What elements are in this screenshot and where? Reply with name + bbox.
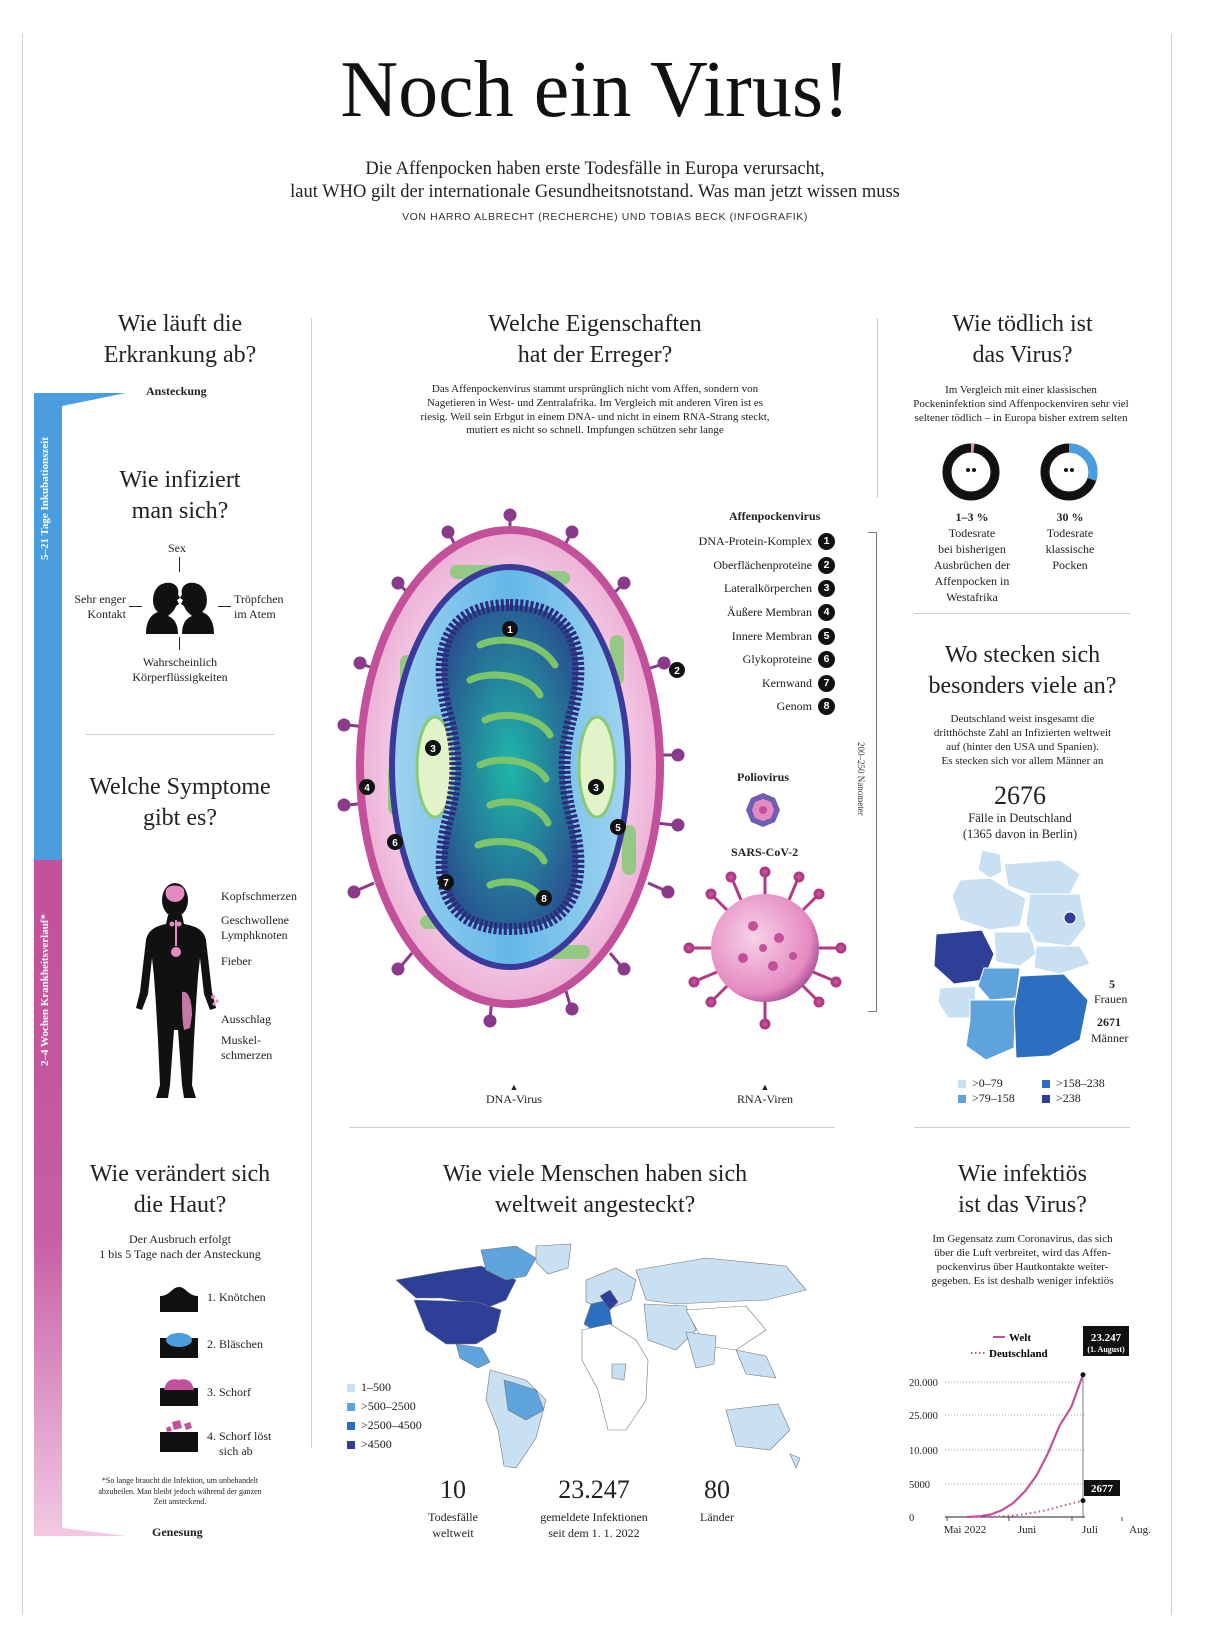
text-line: 1 bis 5 Tage nach der Ansteckung <box>99 1246 261 1261</box>
pathogen-intro <box>370 383 820 438</box>
question-world <box>410 1159 780 1221</box>
svg-text:3: 3 <box>593 783 599 794</box>
donut-smallpox <box>1040 443 1098 501</box>
label-line: schmerzen <box>221 1048 273 1062</box>
symptom-rash: Ausschlag <box>221 1012 271 1026</box>
text-line: Pockeninfektion sind Affenpockenviren sehr viel <box>913 398 1129 410</box>
svg-text:4: 4 <box>364 783 370 794</box>
legend-swatch <box>1042 1080 1050 1088</box>
y-tick-label: 20.000 <box>909 1378 938 1389</box>
virus-part-number: 6 <box>818 651 835 668</box>
text-line: Zeit ansteckend. <box>153 1497 207 1506</box>
virus-part-item <box>640 554 835 578</box>
text-line: abzuheilen. Man bleibt jedoch während der ganzen <box>98 1486 262 1496</box>
women-label: Frauen <box>1094 992 1128 1006</box>
virus-part-label: Oberflächenproteine <box>713 557 812 572</box>
text-line: über die Luft verbreitet, wird das Affen- <box>934 1247 1111 1259</box>
virus-part-item <box>640 672 835 696</box>
label-line: seit dem 1. 1. 2022 <box>548 1525 640 1540</box>
stat-countries-value: 80 <box>704 1475 730 1504</box>
caption-line: Todesrate <box>948 526 996 540</box>
infection-start-label: Ansteckung <box>146 384 207 398</box>
infectious-intro <box>905 1232 1140 1288</box>
poliovirus-label: Poliovirus <box>737 770 790 784</box>
infections-line-chart <box>905 1322 1151 1547</box>
svg-text:1: 1 <box>507 625 513 636</box>
germany-legend <box>958 1076 1132 1106</box>
annotation-value: 2677 <box>1091 1483 1113 1495</box>
recovery-label: Genesung <box>152 1525 203 1539</box>
question-infectious <box>910 1159 1135 1221</box>
caption-line: Todesrate <box>1046 526 1094 540</box>
section-divider <box>914 1127 1130 1128</box>
skin-stage-1: 1. Knötchen <box>207 1290 266 1304</box>
incubation-label: 5–21 Tage Inkubationszeit <box>39 437 51 560</box>
donut1-caption <box>916 509 1028 605</box>
text-line: gegeben. Es ist deshalb weniger infektiös <box>931 1275 1114 1287</box>
donut-percent: 1–3 % <box>955 510 989 524</box>
virus-part-item <box>640 648 835 672</box>
virus-part-label: DNA-Protein-Komplex <box>698 534 812 549</box>
section-divider <box>914 613 1130 614</box>
label-line: im Atem <box>234 607 276 621</box>
legend-swatch <box>347 1384 355 1392</box>
frame-left-line <box>22 34 23 1615</box>
legend-item <box>347 1416 422 1435</box>
text-line: dritthöchste Zahl an Infizierten weltweit <box>933 727 1112 739</box>
question-line: das Virus? <box>972 342 1073 368</box>
stat-deaths-value: 10 <box>440 1475 466 1504</box>
world-map <box>386 1240 821 1475</box>
caption-line: Westafrika <box>946 590 998 604</box>
legend-label: Welt <box>1009 1332 1031 1344</box>
caption-line: Pocken <box>1052 558 1088 572</box>
virus-part-label: Innere Membran <box>731 628 812 643</box>
page-title: Noch ein Virus! <box>340 46 850 134</box>
virus-part-item <box>640 530 835 554</box>
question-skin <box>70 1159 290 1221</box>
label-line: Geschwollene <box>221 913 289 927</box>
virus-part-number: 7 <box>818 675 835 692</box>
women-count: 5 <box>1109 977 1115 991</box>
rna-virus-label: RNA-Viren <box>737 1092 793 1106</box>
question-line: Welche Symptome <box>89 774 271 800</box>
legend-label: >158–238 <box>1056 1076 1105 1090</box>
svg-text:7: 7 <box>443 878 449 889</box>
y-tick-label: 0 <box>909 1513 915 1524</box>
symptom-lymph <box>221 913 289 943</box>
legend-item <box>347 1435 422 1454</box>
rna-arrow-icon: ▲ <box>760 1082 770 1092</box>
stat-deaths-label <box>403 1510 503 1541</box>
virus-part-number: 5 <box>818 628 835 645</box>
legend-label: >79–158 <box>972 1091 1015 1105</box>
text-line: Im Vergleich mit einer klassischen <box>945 384 1097 396</box>
virus-part-label: Glykoproteine <box>742 652 812 667</box>
text-line: riesig. Weil sein Erbgut in einem DNA- und nicht in einem RNA-Strang steckt, <box>420 410 770 423</box>
connector <box>129 606 142 607</box>
annotation-sub: (1. August) <box>1087 1345 1125 1354</box>
y-tick-label: 5000 <box>909 1480 930 1491</box>
x-tick-label: Juli <box>1082 1524 1098 1536</box>
question-line: Wie läuft die <box>117 311 243 337</box>
legend-label: >238 <box>1056 1091 1081 1105</box>
sars-label: SARS-CoV-2 <box>731 845 799 859</box>
question-line: Erkrankung ab? <box>103 342 257 368</box>
question-infection <box>70 465 290 527</box>
label-line: Wahrscheinlich <box>142 655 218 669</box>
caption-line: Fälle in Deutschland <box>968 811 1072 825</box>
connector <box>179 557 180 572</box>
virus-part-item <box>640 624 835 648</box>
question-line: weltweit angesteckt? <box>494 1192 696 1218</box>
virus-part-label: Kernwand <box>762 675 812 690</box>
byline: VON HARRO ALBRECHT (RECHERCHE) UND TOBIAS BECK (INFOGRAFIK) <box>402 211 808 223</box>
question-line: besonders viele an? <box>928 673 1117 699</box>
section-divider <box>86 734 274 735</box>
skin-stage-3: 3. Schorf <box>207 1385 251 1399</box>
donut-percent: 30 % <box>1056 510 1084 524</box>
legend-swatch <box>347 1422 355 1430</box>
question-line: ist das Virus? <box>958 1192 1087 1218</box>
text-line: Der Ausbruch erfolgt <box>129 1232 231 1246</box>
legend-item <box>958 1076 1042 1091</box>
text-line: *So lange braucht die Infektion, um unbehandelt <box>101 1476 259 1485</box>
virus-parts-list <box>640 530 835 719</box>
course-label: 2–4 Wochen Krankheitsverlauf* <box>39 914 51 1066</box>
legend-label: Deutschland <box>989 1348 1048 1360</box>
dna-virus-label: DNA-Virus <box>486 1092 542 1106</box>
section-divider <box>349 1127 835 1128</box>
connector <box>179 637 180 650</box>
text-line: pockenvirus über Hautkontakte weiter- <box>936 1261 1109 1273</box>
caption-line: bei bisherigen <box>938 542 1006 556</box>
world-legend <box>347 1378 422 1454</box>
frame-right-line <box>1171 34 1172 1615</box>
virus-part-label: Genom <box>776 699 812 714</box>
connector <box>218 606 231 607</box>
svg-text:6: 6 <box>392 838 398 849</box>
legend-swatch <box>958 1095 966 1103</box>
germany-map <box>930 850 1110 1065</box>
series-endpoint <box>1081 1372 1086 1377</box>
caption-line: (1365 davon in Berlin) <box>962 827 1078 841</box>
legend-swatch <box>1042 1095 1050 1103</box>
virus-part-label: Äußere Membran <box>727 605 812 620</box>
kissing-faces-icon <box>144 578 216 634</box>
question-line: die Haut? <box>133 1192 227 1218</box>
label-line: Todesfälle <box>428 1510 478 1524</box>
divider-left <box>311 318 312 1448</box>
transmission-droplets <box>234 592 284 622</box>
question-line: Wie tödlich ist <box>952 311 1093 337</box>
subtitle <box>0 158 1190 204</box>
svg-text:2: 2 <box>674 666 680 677</box>
y-tick-label: 25.000 <box>909 1411 938 1422</box>
size-bracket <box>868 532 877 1012</box>
virus-part-label: Lateralkörperchen <box>724 581 812 596</box>
caption-line: Ausbrüchen der <box>933 558 1011 572</box>
x-tick-label: Mai 2022 <box>943 1524 987 1536</box>
question-where <box>900 640 1145 702</box>
dna-arrow-icon: ▲ <box>509 1082 519 1092</box>
text-line: mutiert es nicht so schnell. Impfungen schützen sehr lange <box>466 424 724 437</box>
legend-item <box>347 1378 422 1397</box>
virus-legend-title: Affenpockenvirus <box>729 509 821 523</box>
question-deadly <box>910 309 1135 371</box>
legend-label: >4500 <box>361 1437 392 1451</box>
skin-intro <box>70 1232 290 1261</box>
monkeypox-virus-illustration <box>340 505 690 1030</box>
legend-label: 1–500 <box>361 1380 391 1394</box>
legend-swatch <box>958 1080 966 1088</box>
question-course <box>70 309 290 371</box>
germany-cases-label <box>930 810 1110 842</box>
question-pathogen <box>430 309 760 371</box>
svg-text:8: 8 <box>541 894 547 905</box>
nodule-icon <box>158 1284 200 1312</box>
question-line: Wie infiziert <box>119 467 241 493</box>
virus-part-item <box>640 601 835 625</box>
men-count: 2671 <box>1097 1015 1121 1029</box>
text-line: Das Affenpockenvirus stammt ursprünglich nicht vom Affen, sondern von <box>431 383 759 395</box>
poliovirus-icon <box>745 792 781 828</box>
stat-infections-label <box>514 1510 674 1541</box>
subtitle-line: laut WHO gilt der internationale Gesundheitsnotstand. Was man jetzt wissen muss <box>290 182 900 202</box>
men-label: Männer <box>1091 1031 1129 1045</box>
scab-falling-icon <box>158 1418 200 1452</box>
skin-stage-4 <box>207 1429 271 1459</box>
svg-text:5: 5 <box>615 823 621 834</box>
label-line: Kontakt <box>87 607 126 621</box>
x-tick-label: Juni <box>1017 1524 1037 1536</box>
svg-text:3: 3 <box>430 744 436 755</box>
subtitle-line: Die Affenpocken haben erste Todesfälle in Europa verursacht, <box>365 159 825 179</box>
label-line: Länder <box>700 1510 734 1524</box>
label-line: gemeldete Infektionen <box>540 1510 648 1524</box>
size-note: 200–250 Nanometer <box>856 742 866 816</box>
stat-infections-value: 23.247 <box>558 1475 630 1504</box>
scab-icon <box>158 1376 200 1406</box>
transmission-sex: Sex <box>168 541 186 555</box>
blister-icon <box>158 1330 200 1358</box>
question-line: Wie infektiös <box>958 1161 1087 1187</box>
legend-item <box>1042 1076 1132 1091</box>
question-line: Welche Eigenschaften <box>488 311 702 337</box>
legend-swatch <box>347 1403 355 1411</box>
x-tick-label: Aug. <box>1129 1524 1151 1536</box>
virus-part-item <box>640 695 835 719</box>
divider-right <box>877 318 878 498</box>
text-line: auf (hinter den USA und Spanien). <box>946 741 1099 753</box>
label-line: Tröpfchen <box>234 592 284 606</box>
label-line: weltweit <box>432 1525 474 1540</box>
legend-swatch <box>347 1441 355 1449</box>
caption-line: klassische <box>1045 542 1095 556</box>
text-line: Deutschland weist insgesamt die <box>950 713 1095 725</box>
symptom-headache: Kopfschmerzen <box>221 889 297 903</box>
legend-item <box>958 1091 1042 1106</box>
virus-part-number: 8 <box>818 698 835 715</box>
symptom-muscle <box>221 1033 272 1063</box>
caption-line: Affenpocken in <box>934 574 1010 588</box>
text-line: Nagetieren in West- und Zentralafrika. Im Vergleich mit anderen Viren ist es <box>426 396 764 409</box>
skin-stage-2: 2. Bläschen <box>207 1337 263 1351</box>
label-line: 4. Schorf löst <box>207 1429 272 1443</box>
virus-part-number: 1 <box>818 533 835 550</box>
virus-part-number: 3 <box>818 580 835 597</box>
label-line: Sehr enger <box>74 592 126 606</box>
donut2-caption <box>1014 509 1126 573</box>
question-line: Wie verändert sich <box>89 1161 271 1187</box>
question-line: Wo stecken sich <box>944 642 1101 668</box>
virus-part-number: 4 <box>818 604 835 621</box>
deadly-intro <box>896 383 1146 425</box>
text-line: Im Gegensatz zum Coronavirus, das sich <box>932 1233 1113 1245</box>
stat-countries-label <box>667 1510 767 1526</box>
annotation-value: 23.247 <box>1090 1332 1122 1344</box>
question-line: gibt es? <box>143 805 217 831</box>
text-line: seltener tödlich – in Europa bisher extrem selten <box>914 412 1128 424</box>
question-line: Wie viele Menschen haben sich <box>442 1161 748 1187</box>
virus-part-number: 2 <box>818 557 835 574</box>
series-endpoint <box>1081 1498 1086 1503</box>
text-line: Es stecken sich vor allem Männer an <box>941 755 1104 767</box>
label-line: sich ab <box>219 1444 253 1458</box>
question-symptoms <box>70 772 290 834</box>
legend-label: >2500–4500 <box>361 1418 422 1432</box>
legend-item <box>347 1397 422 1416</box>
question-line: hat der Erreger? <box>517 342 673 368</box>
label-line: Lymphknoten <box>221 928 288 942</box>
legend-label: >500–2500 <box>361 1399 416 1413</box>
footnote <box>84 1476 276 1508</box>
germany-cases-value: 2676 <box>994 781 1046 810</box>
germany-intro <box>900 712 1145 768</box>
legend-item <box>1042 1091 1132 1106</box>
series-line-welt <box>967 1375 1083 1517</box>
virus-part-item <box>640 577 835 601</box>
label-line: Muskel- <box>221 1033 261 1047</box>
question-line: man sich? <box>131 498 229 524</box>
label-line: Körperflüssigkeiten <box>132 670 228 684</box>
sars-cov-2-icon <box>683 866 848 1031</box>
human-figure-icon <box>128 880 228 1105</box>
donut-monkeypox <box>942 443 1000 501</box>
transmission-contact <box>72 592 126 622</box>
transmission-fluids <box>100 655 260 685</box>
symptom-fever: Fieber <box>221 954 252 968</box>
y-tick-label: 10.000 <box>909 1446 938 1457</box>
legend-label: >0–79 <box>972 1076 1003 1090</box>
